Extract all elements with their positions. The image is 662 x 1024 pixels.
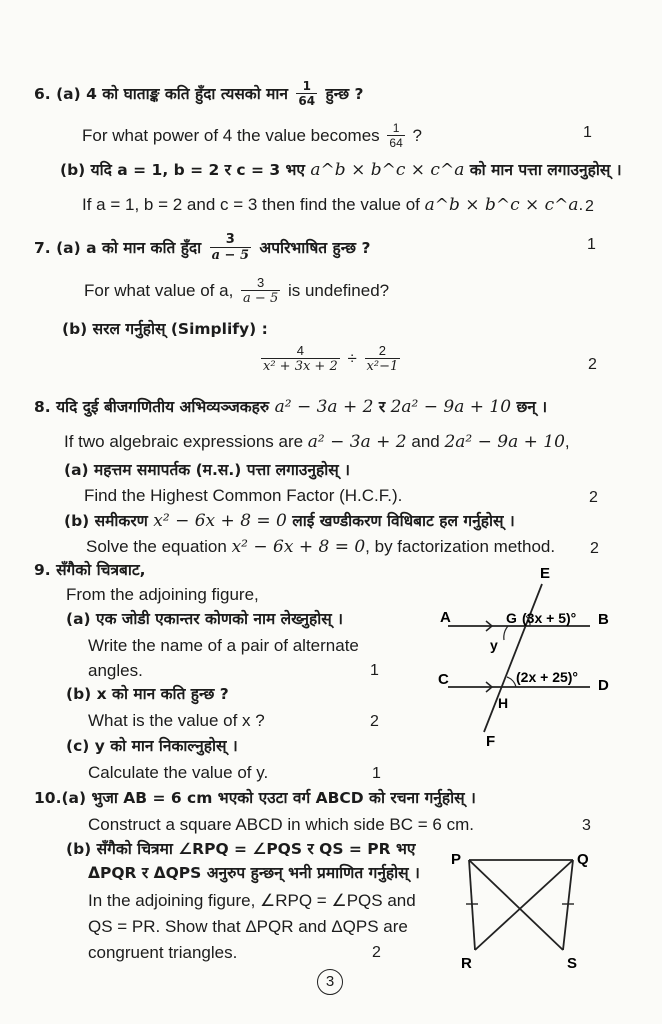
q7b-f1-den: x² + 3x + 2 xyxy=(263,359,338,375)
q6a-english-post: ? xyxy=(412,125,422,145)
label-g: G xyxy=(506,610,517,626)
q9c-nepali: (c) y को मान निकाल्नुहोस् । xyxy=(66,737,238,755)
q8-english-post: , xyxy=(564,432,570,451)
q9c-mark: 1 xyxy=(372,765,381,782)
q7a-nepali-pre: 7. (a) a को मान कति हुँदा xyxy=(34,238,202,257)
q9a-english-line2: angles. xyxy=(88,661,143,680)
q10a-nepali: 10.(a) भुजा AB = 6 cm भएको एउटा वर्ग ABCD को रचना गर्नुहोस् । xyxy=(34,789,476,807)
label-s: S xyxy=(567,955,578,972)
q10b-mark: 2 xyxy=(372,944,381,961)
q8b-nepali-post: लाई खण्डीकरण विधिबाट हल गर्नुहोस् । xyxy=(292,512,515,530)
q6a-en-frac-den: 64 xyxy=(389,136,403,151)
q7a-en-frac-num: 3 xyxy=(257,275,265,290)
label-b: B xyxy=(598,611,609,628)
angle-y-arc xyxy=(504,626,508,640)
q7a-english-post: is undefined? xyxy=(287,280,390,300)
q7a-english-pre: For what value of a, xyxy=(84,280,234,300)
q8b-english-post: , by factorization method. xyxy=(365,537,556,556)
q8-nepali xyxy=(34,399,547,416)
q7b-f2-den: x²−1 xyxy=(366,359,399,375)
segment-qs xyxy=(563,860,573,950)
q8-english-expr-2: 2a² − 9a + 10 xyxy=(444,432,565,452)
q10a-mark: 3 xyxy=(582,817,591,834)
q7b-divide-operator: ÷ xyxy=(347,348,357,368)
q8-expression-2: 2a² − 9a + 10 xyxy=(390,397,512,417)
q8b-mark: 2 xyxy=(590,540,599,557)
q7a-frac-den: a − 5 xyxy=(211,248,249,264)
q8-nepali-mid: र xyxy=(378,398,386,416)
q7a-english xyxy=(84,276,389,307)
q7a-en-frac-den: a − 5 xyxy=(243,291,279,307)
label-c: C xyxy=(438,671,449,688)
q8-english-pre: If two algebraic expressions are xyxy=(64,432,304,451)
q8a-mark: 2 xyxy=(589,489,598,506)
q6b-english-expression: a^b × b^c × c^a xyxy=(424,195,579,215)
q6a-frac-den: 64 xyxy=(298,94,316,109)
label-angle-3x: (3x + 5)° xyxy=(522,610,577,626)
q7b-mark: 2 xyxy=(588,356,597,373)
q9b-mark: 2 xyxy=(370,713,379,730)
q7a-en-fraction xyxy=(241,276,280,307)
q6a-mark: 1 xyxy=(583,124,592,141)
q6a-nepali-pre: 6. (a) 4 को घाताङ्क कति हुँदा त्यसको मान xyxy=(34,84,289,103)
q7b-fraction-1 xyxy=(261,344,340,375)
q6a-nepali-post: हुन्छ ? xyxy=(325,84,364,103)
label-y: y xyxy=(490,637,498,653)
label-a: A xyxy=(440,609,451,626)
q6a-frac-num: 1 xyxy=(302,79,311,93)
segment-pr xyxy=(469,860,475,950)
q9c-english: Calculate the value of y. xyxy=(88,763,269,782)
q7b-f2-num: 2 xyxy=(378,343,387,358)
q7a-nepali-post: अपरिभाषित हुन्छ ? xyxy=(259,238,371,257)
q8-english-and: and xyxy=(411,432,440,451)
q6b-nepali xyxy=(60,162,622,179)
q9-english: From the adjoining figure, xyxy=(66,585,259,604)
q9b-nepali: (b) x को मान कति हुन्छ ? xyxy=(66,685,229,703)
label-d: D xyxy=(598,677,609,694)
q9b-english: What is the value of x ? xyxy=(88,711,265,730)
q7b-expression xyxy=(258,344,403,375)
q10a-english: Construct a square ABCD in which side BC = 6 cm. xyxy=(88,815,474,834)
label-p: P xyxy=(451,851,462,868)
q10b-english-line3: congruent triangles. xyxy=(88,943,238,962)
segment-ps xyxy=(469,860,563,950)
q6b-expression: a^b × b^c × c^a xyxy=(310,160,465,180)
label-e: E xyxy=(540,565,551,582)
q6b-english-post: . xyxy=(578,195,584,214)
q8b-nepali-pre: (b) समीकरण xyxy=(64,512,148,530)
q8b-nepali xyxy=(64,513,515,530)
angle-2x-arc xyxy=(507,677,516,687)
q10-congruent-triangles-figure xyxy=(445,838,605,978)
q6a-en-frac-num: 1 xyxy=(392,121,400,135)
q7b-nepali: (b) सरल गर्नुहोस् (Simplify) : xyxy=(62,320,268,338)
q10b-english-line2: QS = PR. Show that ΔPQR and ΔQPS are xyxy=(88,917,408,936)
q8a-nepali: (a) महत्तम समापर्तक (म.स.) पत्ता लगाउनुहोस् । xyxy=(64,461,350,479)
q8b-english-equation: x² − 6x + 8 = 0 xyxy=(231,537,366,557)
q6b-mark: 2 xyxy=(585,198,594,215)
q7a-frac-num: 3 xyxy=(225,232,235,247)
q7a-fraction xyxy=(210,233,251,264)
label-h: H xyxy=(498,695,509,711)
q6a-nepali xyxy=(34,80,363,109)
label-q: Q xyxy=(577,851,589,868)
q6b-nepali-pre: (b) यदि a = 1, b = 2 र c = 3 भए xyxy=(60,161,306,179)
q9a-mark: 1 xyxy=(370,662,379,679)
q8a-english: Find the Highest Common Factor (H.C.F.). xyxy=(84,486,403,505)
q6b-english-pre: If a = 1, b = 2 and c = 3 then find the value of xyxy=(82,195,420,214)
q7b-f1-num: 4 xyxy=(296,343,304,358)
q6a-english xyxy=(82,122,422,151)
label-angle-2x: (2x + 25)° xyxy=(516,669,579,685)
page-number: 3 xyxy=(317,969,343,995)
q6a-english-fraction xyxy=(387,122,404,151)
q6a-fraction xyxy=(296,80,317,109)
q8-nepali-post: छन् । xyxy=(516,398,548,416)
label-f: F xyxy=(486,733,496,750)
q10b-english-line1: In the adjoining figure, ∠RPQ = ∠PQS and xyxy=(88,891,416,910)
q9a-english-line1: Write the name of a pair of alternate xyxy=(88,636,359,655)
q9a-nepali: (a) एक जोडी एकान्तर कोणको नाम लेख्नुहोस् । xyxy=(66,610,343,628)
q8-nepali-pre: 8. यदि दुई बीजगणितीय अभिव्यञ्जकहरु xyxy=(34,398,270,416)
label-r: R xyxy=(461,955,472,972)
q6b-english xyxy=(82,196,583,214)
q9-nepali: 9. सँगैको चित्रबाट, xyxy=(34,561,146,579)
q8-english xyxy=(64,433,570,451)
q10b-nepali-line2: ΔPQR र ΔQPS अनुरुप हुन्छन् भनी प्रमाणित गर्नुहोस् । xyxy=(88,864,420,882)
q7b-fraction-2 xyxy=(365,344,401,375)
q8b-equation: x² − 6x + 8 = 0 xyxy=(153,511,287,531)
q6b-nepali-post: को मान पत्ता लगाउनुहोस् । xyxy=(469,161,622,179)
transversal-ef xyxy=(484,584,542,732)
q9-parallel-lines-figure xyxy=(430,560,630,760)
q8-english-expr-1: a² − 3a + 2 xyxy=(307,432,407,452)
q6a-english-pre: For what power of 4 the value becomes xyxy=(82,125,380,145)
q7a-nepali xyxy=(34,233,370,264)
q8b-english xyxy=(86,538,555,556)
q7a-mark: 1 xyxy=(587,236,596,253)
q8b-english-pre: Solve the equation xyxy=(86,537,227,556)
q10b-nepali-line1: (b) सँगैको चित्रमा ∠RPQ = ∠PQS र QS = PR भए xyxy=(66,840,416,858)
segment-qr xyxy=(475,860,573,950)
q8-expression-1: a² − 3a + 2 xyxy=(274,397,374,417)
